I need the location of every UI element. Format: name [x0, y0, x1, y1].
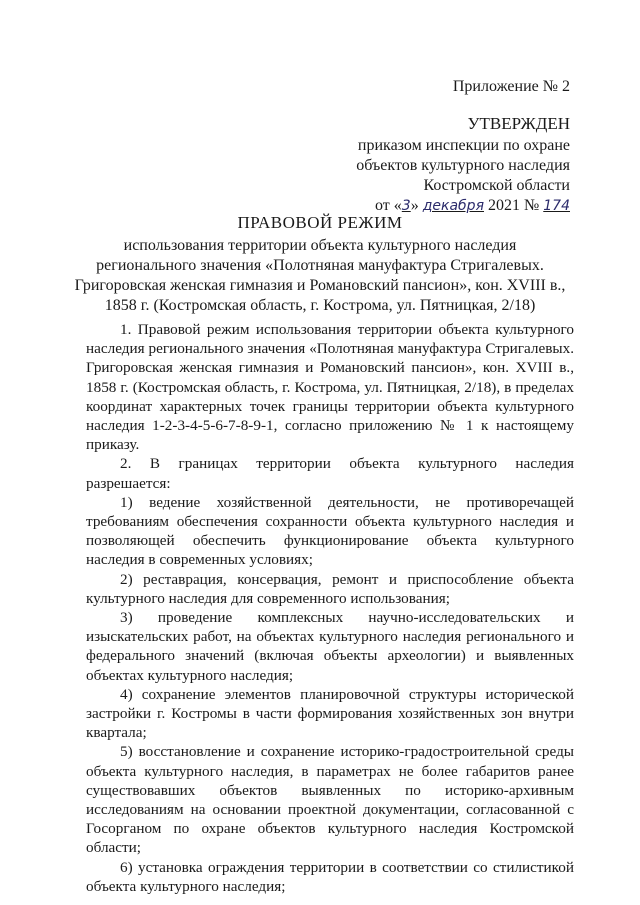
approved-heading: УТВЕРЖДЕН [467, 114, 570, 133]
paragraph-1: 1. Правовой режим использования территории объекта культурного наследия регионального значения «Полотняная мануфактура Стригалевых. Григоровская женская гимназия и Романовский пансион», кон. XVIII в., 1858 г. (Костромская область, г. Кострома, ул. Пятницкая, 2/18), в пределах координат характерных точек границы территории объекта культурного наследия 1-2-3-4-5-6-7-8-9-1, согласно приложению № 1 к настоящему приказу. [86, 321, 574, 454]
order-number-handwritten: 174 [543, 198, 570, 214]
title-line-3: Григоровская женская гимназия и Романовский пансион», кон. XVIII в., [74, 277, 566, 294]
date-prefix: от « [375, 197, 402, 214]
title-line-1: использования территории объекта культурного наследия [123, 237, 517, 254]
document-title: ПРАВОВОЙ РЕЖИМ [237, 213, 403, 232]
order-line-2: объектов культурного наследия [356, 157, 570, 174]
title-line-2: регионального значения «Полотняная мануфактура Стригалевых. [96, 257, 544, 274]
permitted-item-3: 3) проведение комплексных научно-исследовательских и изыскательских работ, на объектах культурного наследия регионального и федерального значений (включая объекты археологии) и выявленных объектах культурного наследия; [86, 609, 574, 684]
document-body [86, 320, 574, 896]
permitted-item-6: 6) установка ограждения территории в соответствии со стилистикой объекта культурного наследия; [86, 858, 574, 895]
permitted-item-2: 2) реставрация, консервация, ремонт и приспособление объекта культурного наследия для современного использования; [86, 570, 574, 607]
order-line-1: приказом инспекции по охране [357, 137, 570, 154]
date-year: 2021 № [488, 197, 540, 214]
date-month-handwritten: декабря [422, 198, 484, 214]
title-line-4: 1858 г. (Костромская область, г. Кострома, ул. Пятницкая, 2/18) [104, 297, 536, 314]
paragraph-2: 2. В границах территории объекта культурного наследия разрешается: [86, 455, 574, 492]
date-mid: » [410, 197, 419, 214]
permitted-item-5: 5) восстановление и сохранение историко-градостроительной среды объекта культурного наследия, в параметрах не более габаритов ранее существовавших объектов выявленных по историко-архивным исследованиям на основании проектной документации, согласованной с Госорганом по охране объектов культурного наследия Костромской области; [86, 743, 574, 857]
order-line-3: Костромской области [423, 177, 570, 194]
date-day-handwritten: 3 [401, 198, 411, 214]
approval-block [356, 114, 570, 216]
regime-title-block [0, 213, 640, 316]
appendix-label: Приложение № 2 [452, 78, 570, 95]
permitted-item-4: 4) сохранение элементов планировочной структуры исторической застройки г. Костромы в части формирования хозяйственных зон внутри квартала; [86, 685, 574, 742]
permitted-item-1: 1) ведение хозяйственной деятельности, не противоречащей требованиям обеспечения сохранности объекта культурного наследия и позволяющей обеспечить функционирование объекта культурного наследия в современных условиях; [86, 493, 574, 569]
